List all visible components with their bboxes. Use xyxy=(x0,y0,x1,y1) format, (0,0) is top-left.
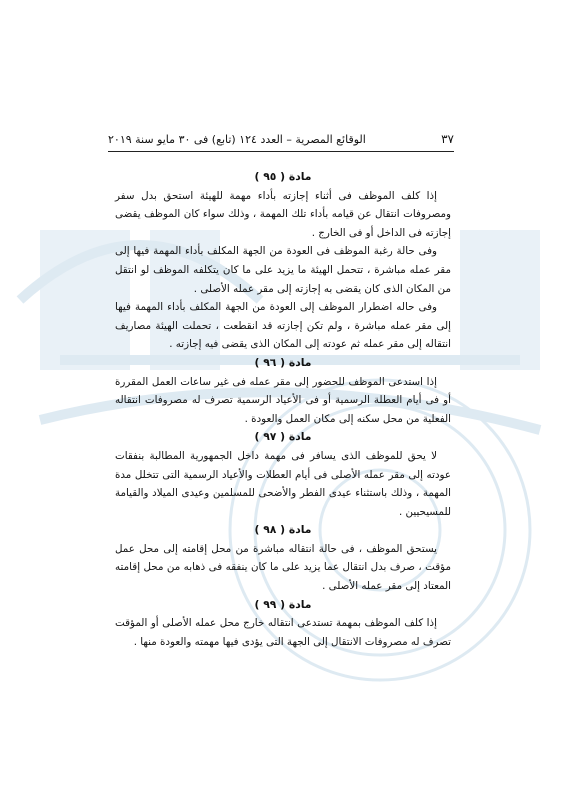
article-paragraph: لا يحق للموظف الذى يسافر فى مهمة داخل الجمهورية المطالبة بنفقات عودته إلى مقر عمله الأصلى فى أيام العطلات والأعياد الرسمية التى تتخلل مدة المهمة ، وذلك باستثناء عيدى الفطر والأضحى للمسلمين وعيدى الميلاد والقيامة للمسيحيين . xyxy=(115,449,451,518)
article-paragraph: إذا كلف الموظف بمهمة تستدعى انتقاله خارج محل عمله الأصلى أو المؤقت تصرف له مصروفات الانتقال إلى الجهة التى يؤدى فيها مهمته والعودة منها . xyxy=(115,617,451,648)
article-paragraph: يستحق الموظف ، فى حالة انتقاله مباشرة من محل إقامته إلى محل عمل مؤقت ، صرف بدل انتقال عما يزيد على ما كان ينفقه فى ذهابه من محل إقامته المعتاد إلى مقر عمله الأصلى . xyxy=(115,542,451,593)
article-paragraph: إذا استدعى الموظف للحضور إلى مقر عمله فى غير ساعات العمل المقررة أو فى أيام العطلة الرسمية أو فى الأعياد الرسمية تصرف له مصروفات انتقاله الفعلية من محل سكنه إلى مكان العمل والعودة . xyxy=(115,375,451,425)
gazette-title: الوقائع المصرية – العدد ١٢٤ (تابع) فى ٣٠ مايو سنة ٢٠١٩ xyxy=(108,133,366,146)
article-paragraph: وفى حالة رغبة الموظف فى العودة من الجهة المكلف بأداء المهمة فيها إلى مقر عمله مباشرة ، تتحمل الهيئة ما يزيد على ما كان يتكلفه الموظف لو انتقل من المكان الذى كان يقضى به إجازته إلى مقر عمله الأصلى . xyxy=(115,245,451,295)
article-title: مادة ( ٩٨ ) xyxy=(254,523,312,537)
page-number: ٣٧ xyxy=(441,132,454,146)
article-title: مادة ( ٩٦ ) xyxy=(254,355,312,369)
page-header xyxy=(108,132,454,146)
article-paragraph: وفى حاله اضطرار الموظف إلى العودة من الجهة المكلف بأداء المهمة فيها إلى مقر عمله مباشرة ، ولم تكن إجازته قد انقطعت ، تحملت الهيئة مصاريف انتقاله إلى مقر عمله ثم عودته إلى المكان الذى يقضى فيه إجازته . xyxy=(115,301,451,351)
header-divider xyxy=(108,151,454,152)
article-title: مادة ( ٩٩ ) xyxy=(254,597,312,611)
article-title: مادة ( ٩٧ ) xyxy=(254,430,312,444)
document-body xyxy=(115,168,451,651)
article-title: مادة ( ٩٥ ) xyxy=(254,170,312,183)
article-paragraph: إذا كلف الموظف فى أثناء إجازته بأداء مهمة للهيئة استحق بدل سفر ومصروفات انتقال عن قيامه بأداء تلك المهمة ، وذلك سواء كان الموظف يقضى إجازته فى الداخل أو فى الخارج . xyxy=(115,189,451,239)
